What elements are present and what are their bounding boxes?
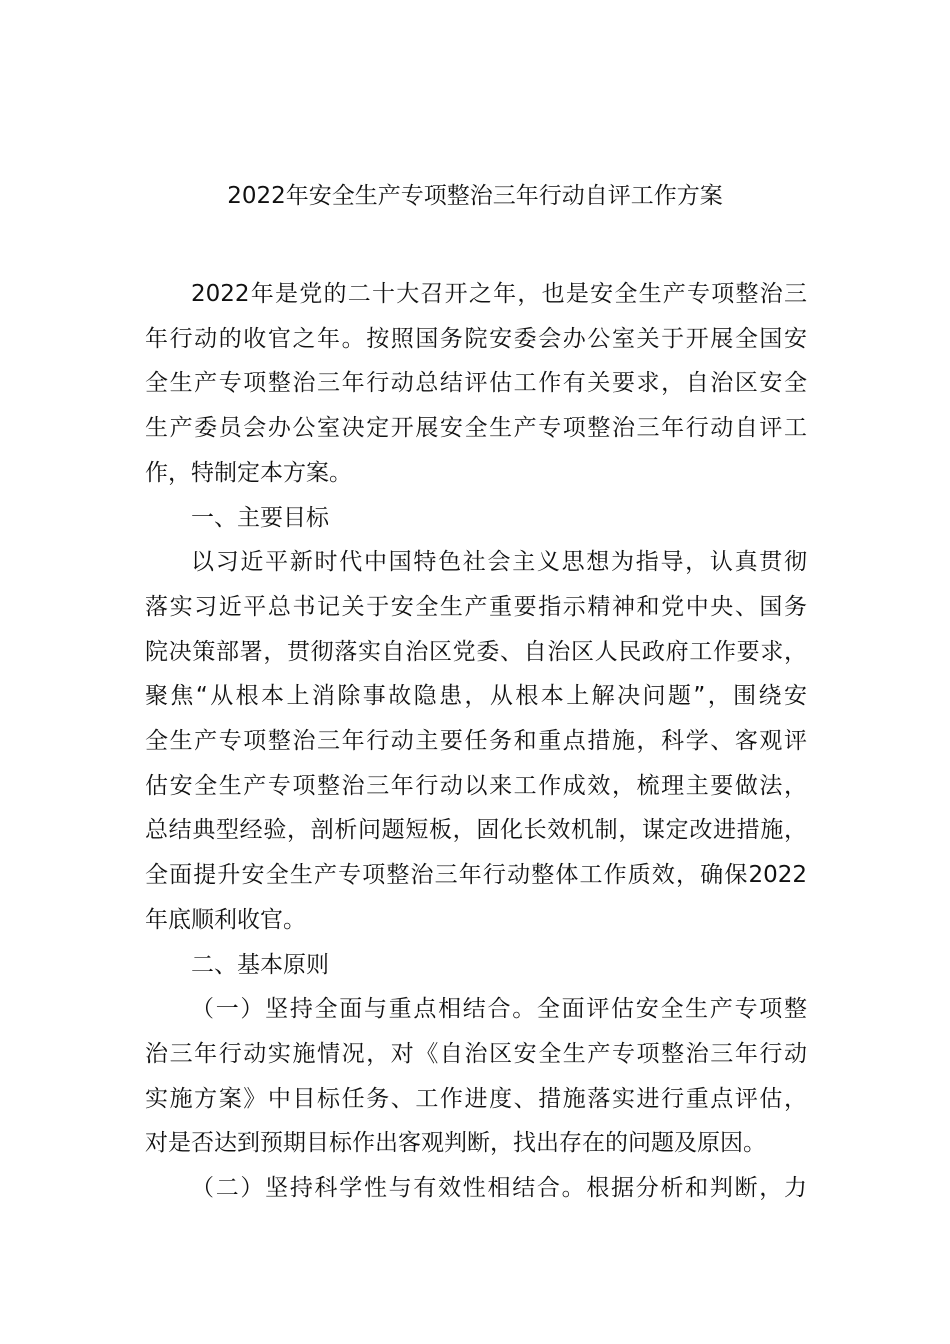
principle-one-paragraph (145, 987, 807, 1166)
goals-paragraph (145, 540, 807, 942)
principle-two-paragraph (145, 1166, 807, 1211)
text-line: 估安全生产专项整治三年行动以来工作成效，梳理主要做法， (145, 772, 807, 799)
text-line: 对是否达到预期目标作出客观判断，找出存在的问题及原因。 (145, 1130, 766, 1157)
text-line: 治三年行动实施情况，对《自治区安全生产专项整治三年行动 (145, 1040, 807, 1067)
document-title: 2022年安全生产专项整治三年行动自评工作方案 (227, 183, 723, 209)
text-line: 2022年是党的二十大召开之年，也是安全生产专项整治三 (191, 281, 807, 307)
text-line: （二）坚持科学性与有效性相结合。根据分析和判断，力 (191, 1175, 807, 1202)
intro-paragraph (145, 272, 807, 496)
text-line: 年底顺利收官。 (145, 906, 306, 933)
text-line: 一、主要目标 (191, 504, 329, 531)
text-line: 全生产专项整治三年行动主要任务和重点措施，科学、客观评 (145, 728, 807, 755)
text-line: （一）坚持全面与重点相结合。全面评估安全生产专项整 (191, 996, 807, 1023)
text-line: 落实习近平总书记关于安全生产重要指示精神和党中央、国务 (145, 593, 807, 620)
text-line: 实施方案》中目标任务、工作进度、措施落实进行重点评估， (145, 1085, 807, 1112)
text-line: 年行动的收官之年。按照国务院安委会办公室关于开展全国安 (145, 325, 807, 352)
text-line: 院决策部署，贯彻落实自治区党委、自治区人民政府工作要求， (145, 638, 807, 665)
section-heading-goals (145, 496, 807, 541)
section-heading-principles (145, 943, 807, 988)
text-line: 二、基本原则 (191, 951, 329, 978)
text-line: 聚焦“从根本上消除事故隐患，从根本上解决问题”，围绕安 (145, 683, 807, 710)
text-line: 全生产专项整治三年行动总结评估工作有关要求，自治区安全 (145, 370, 807, 397)
text-line: 生产委员会办公室决定开展安全生产专项整治三年行动自评工 (145, 415, 807, 442)
document-body (145, 272, 807, 1211)
text-line: 以习近平新时代中国特色社会主义思想为指导，认真贯彻 (191, 549, 807, 576)
text-line: 作，特制定本方案。 (145, 459, 352, 486)
text-line: 总结典型经验，剖析问题短板，固化长效机制，谋定改进措施， (145, 817, 807, 844)
text-line: 全面提升安全生产专项整治三年行动整体工作质效，确保2022 (145, 862, 807, 889)
